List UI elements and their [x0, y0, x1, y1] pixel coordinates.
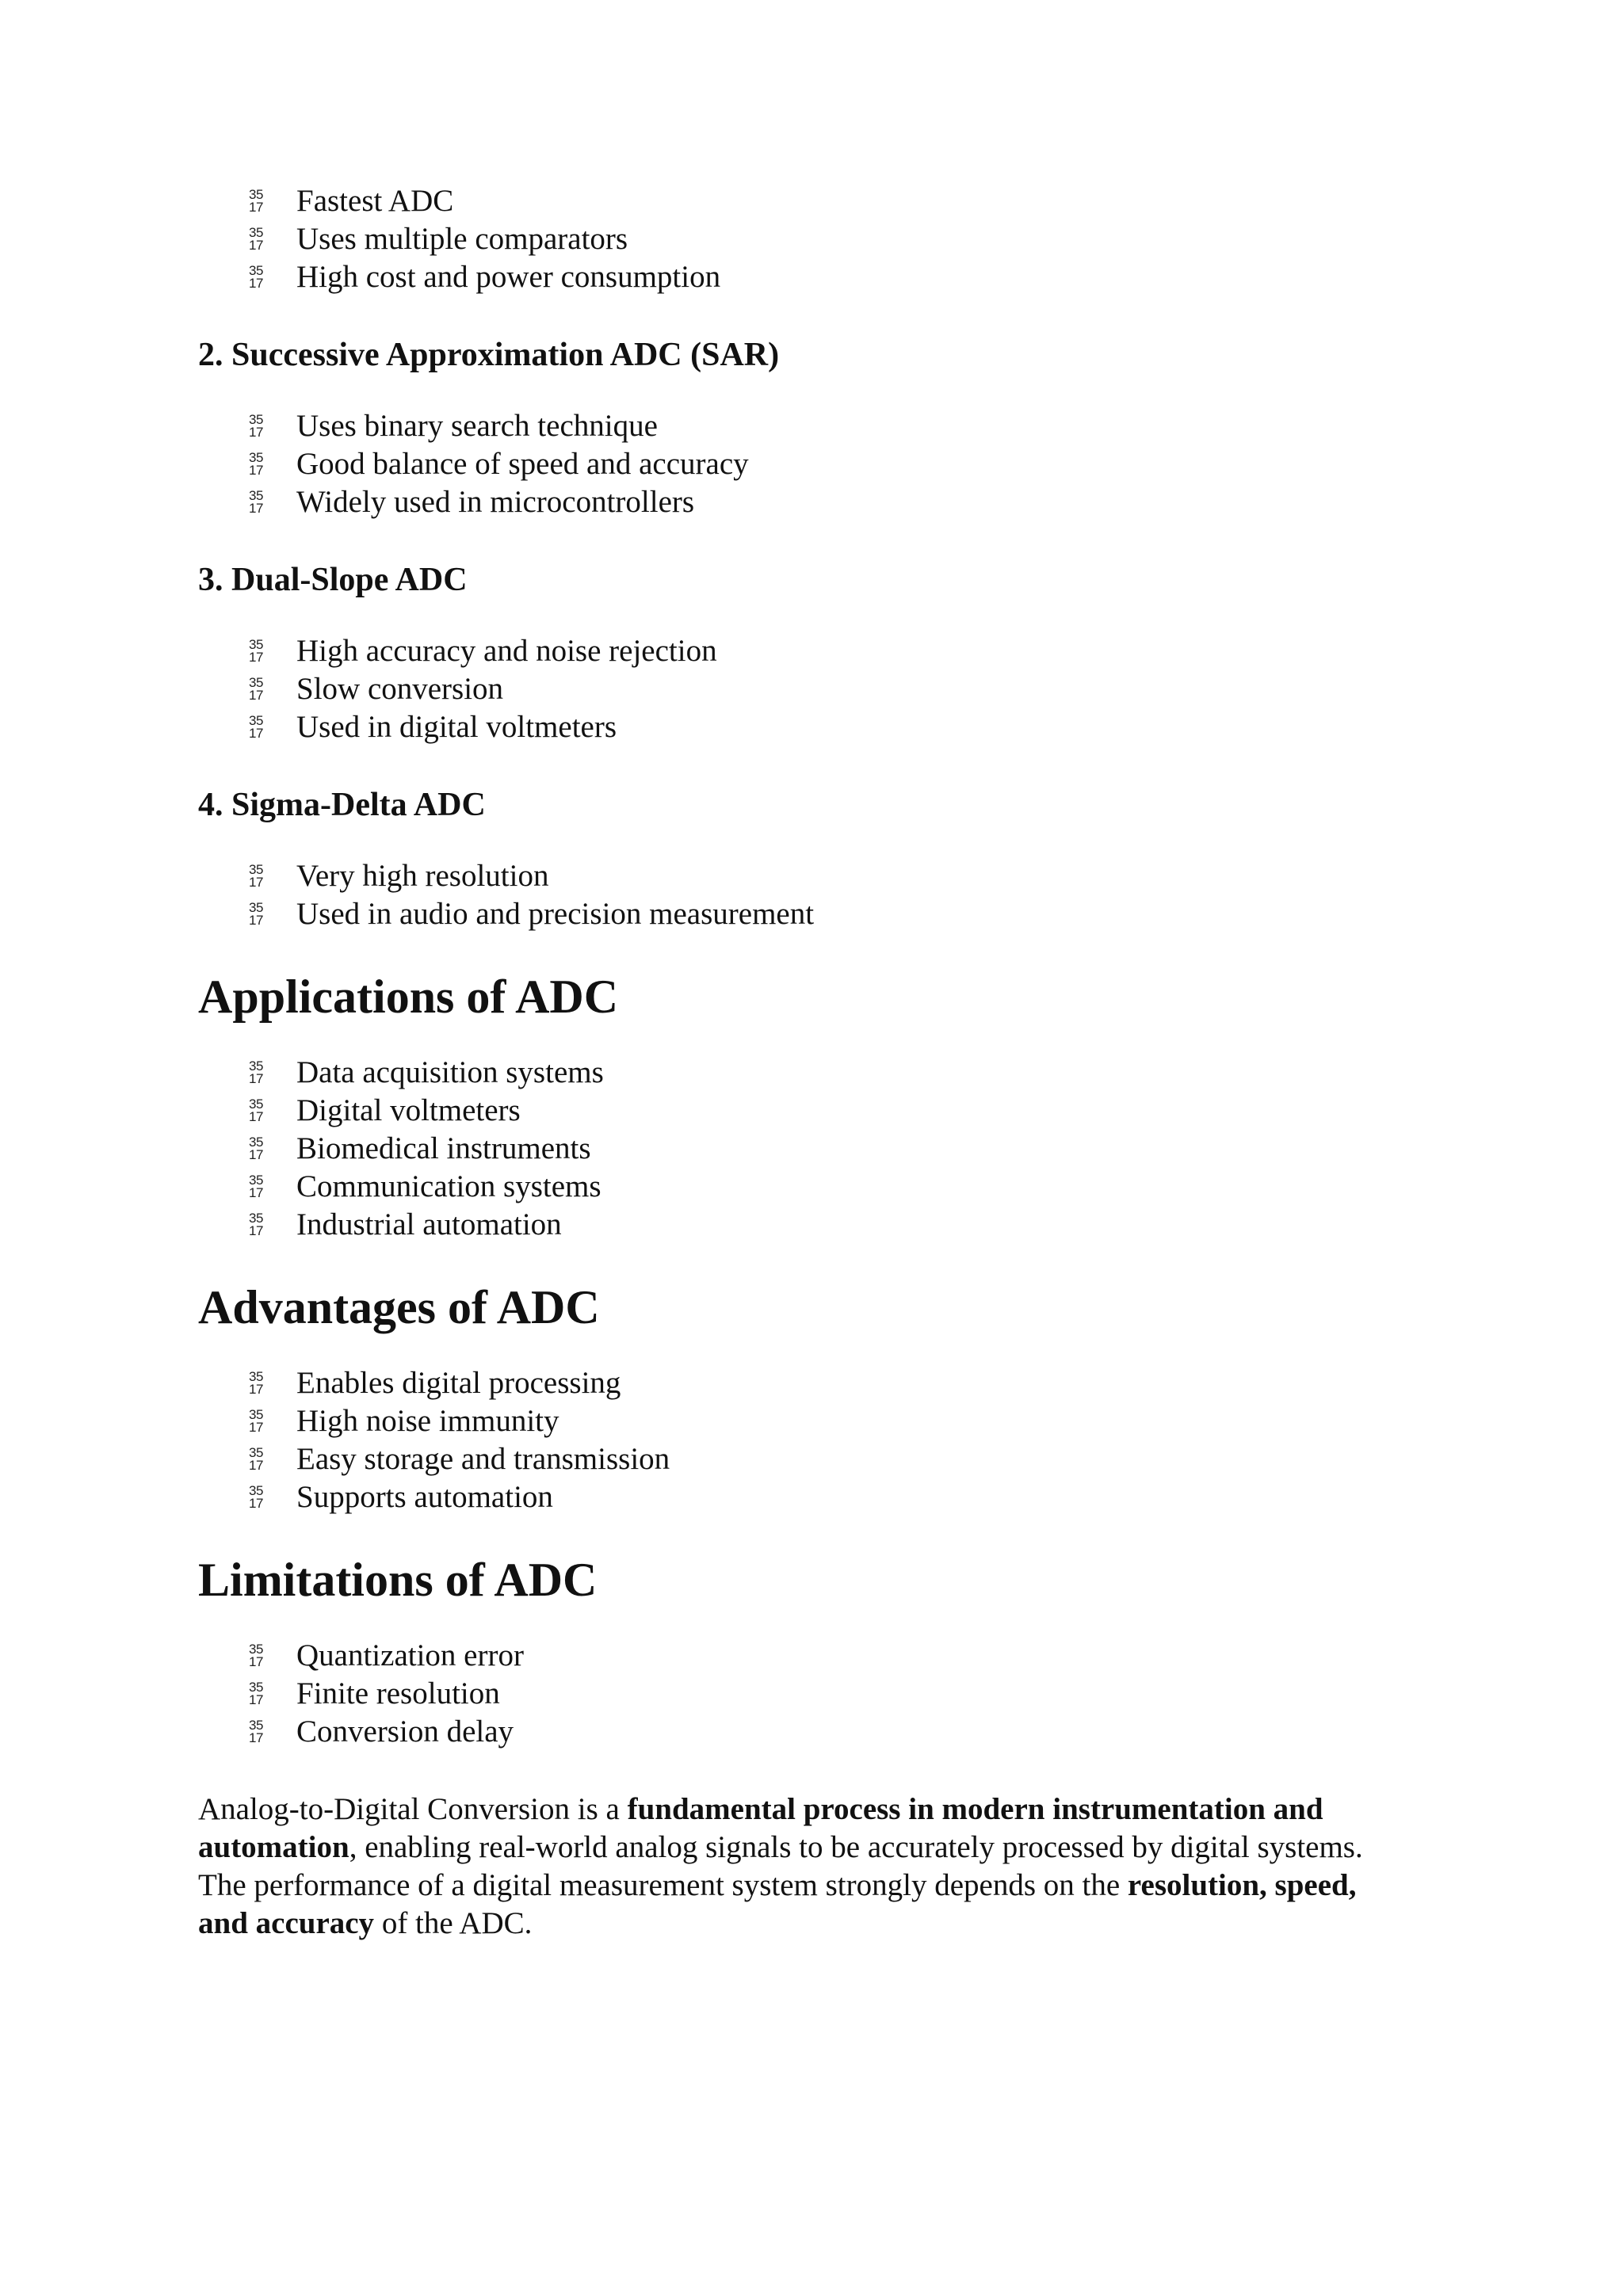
sar-features-list [198, 407, 1425, 521]
bullet-icon: 35 17 [249, 713, 263, 741]
bullet-icon: 35 17 [249, 1135, 263, 1162]
list-item-text: Very high resolution [296, 859, 549, 893]
bullet-icon: 35 17 [249, 1369, 263, 1397]
conclusion-emphasis: fundamental process in modern instrumentation and automation [198, 1792, 1323, 1864]
list-item [247, 1675, 1425, 1713]
conclusion-text: , enabling real-world analog signals to be accurately processed by digital systems. The performance of a digital measurement system strongly depends on the [198, 1830, 1363, 1902]
bullet-icon: 35 17 [249, 1173, 263, 1200]
list-item-text: Fastest ADC [296, 184, 454, 218]
list-item-text: Supports automation [296, 1480, 553, 1514]
list-item [247, 1637, 1425, 1675]
bullet-icon: 35 17 [249, 1718, 263, 1745]
bullet-icon: 35 17 [249, 1445, 263, 1473]
conclusion-emphasis: resolution, speed, and accuracy [198, 1868, 1357, 1940]
list-item [247, 220, 1425, 258]
list-item-text: Slow conversion [296, 672, 504, 706]
bullet-icon: 35 17 [249, 488, 263, 516]
limitations-list [198, 1637, 1425, 1751]
dual-slope-features-list [198, 632, 1425, 746]
list-item [247, 258, 1425, 296]
list-item [247, 1206, 1425, 1244]
list-item-text: Communication systems [296, 1169, 601, 1203]
list-item-text: Uses binary search technique [296, 409, 658, 443]
list-item [247, 1713, 1425, 1751]
list-item-text: High cost and power consumption [296, 260, 721, 294]
list-item-text: Easy storage and transmission [296, 1442, 670, 1476]
bullet-icon: 35 17 [249, 675, 263, 703]
bullet-icon: 35 17 [249, 1483, 263, 1511]
bullet-icon: 35 17 [249, 1058, 263, 1086]
bullet-icon: 35 17 [249, 862, 263, 890]
section-heading-sigma-delta: 4. Sigma-Delta ADC [198, 787, 486, 823]
section-heading-dual-slope: 3. Dual-Slope ADC [198, 562, 468, 598]
list-item [247, 1478, 1425, 1516]
bullet-icon: 35 17 [249, 1407, 263, 1435]
list-item-text: High noise immunity [296, 1404, 559, 1438]
list-item-text: Used in audio and precision measurement [296, 897, 815, 931]
sigma-delta-features-list [198, 857, 1425, 933]
list-item-text: High accuracy and noise rejection [296, 634, 717, 668]
list-item [247, 632, 1425, 670]
list-item [247, 895, 1425, 933]
list-item [247, 1054, 1425, 1092]
bullet-icon: 35 17 [249, 1642, 263, 1669]
list-item [247, 182, 1425, 220]
list-item-text: Biomedical instruments [296, 1131, 591, 1165]
bullet-icon: 35 17 [249, 1680, 263, 1707]
list-item-text: Quantization error [296, 1638, 524, 1672]
bullet-icon: 35 17 [249, 450, 263, 478]
list-item [247, 483, 1425, 521]
conclusion-paragraph [198, 1791, 1403, 1943]
list-item-text: Conversion delay [296, 1714, 514, 1749]
bullet-icon: 35 17 [249, 187, 263, 215]
list-item-text: Digital voltmeters [296, 1093, 521, 1127]
conclusion-text: Analog-to-Digital Conversion is a [198, 1792, 628, 1826]
list-item-text: Finite resolution [296, 1676, 500, 1711]
bullet-icon: 35 17 [249, 263, 263, 291]
list-item [247, 407, 1425, 445]
list-item-text: Enables digital processing [296, 1366, 621, 1400]
list-item [247, 1364, 1425, 1402]
list-item [247, 857, 1425, 895]
conclusion-text: of the ADC. [374, 1906, 533, 1940]
advantages-list [198, 1364, 1425, 1516]
heading-applications: Applications of ADC [198, 971, 619, 1023]
list-item-text: Widely used in microcontrollers [296, 485, 695, 519]
list-item [247, 1092, 1425, 1130]
list-item-text: Data acquisition systems [296, 1055, 604, 1089]
applications-list [198, 1054, 1425, 1244]
list-item [247, 670, 1425, 708]
list-item [247, 1440, 1425, 1478]
bullet-icon: 35 17 [249, 637, 263, 665]
list-item-text: Uses multiple comparators [296, 222, 628, 256]
list-item [247, 445, 1425, 483]
heading-limitations: Limitations of ADC [198, 1554, 598, 1606]
list-item [247, 708, 1425, 746]
heading-advantages: Advantages of ADC [198, 1281, 600, 1333]
bullet-icon: 35 17 [249, 900, 263, 928]
bullet-icon: 35 17 [249, 1097, 263, 1124]
bullet-icon: 35 17 [249, 225, 263, 253]
list-item [247, 1130, 1425, 1168]
section-heading-sar: 2. Successive Approximation ADC (SAR) [198, 337, 780, 373]
list-item [247, 1168, 1425, 1206]
bullet-icon: 35 17 [249, 1211, 263, 1238]
list-item-text: Industrial automation [296, 1207, 562, 1241]
bullet-icon: 35 17 [249, 412, 263, 440]
list-item [247, 1402, 1425, 1440]
list-item-text: Used in digital voltmeters [296, 710, 617, 744]
list-item-text: Good balance of speed and accuracy [296, 447, 749, 481]
flash-adc-features-list [198, 182, 1425, 296]
